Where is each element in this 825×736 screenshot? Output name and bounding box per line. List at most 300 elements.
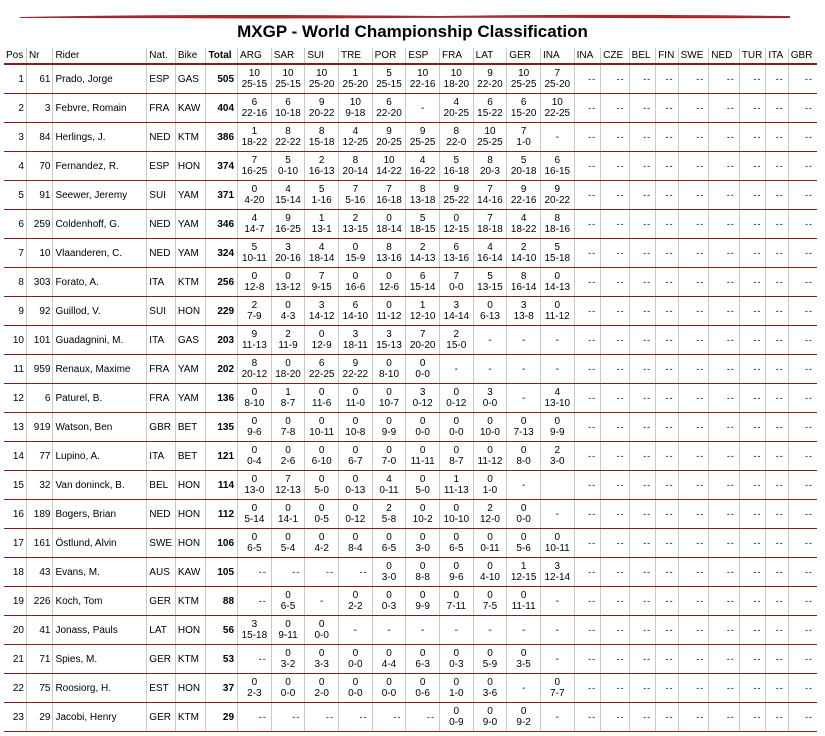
round-result-cell: -- [656, 703, 678, 732]
round-points: 0 [352, 648, 359, 659]
round-result-cell [406, 471, 440, 500]
round-result-cell [372, 674, 406, 703]
round-result-cell: -- [678, 181, 709, 210]
round-points: 0 [453, 503, 460, 514]
round-points: 0 [487, 445, 493, 456]
round-points: 1 [285, 387, 291, 398]
round-points: 0 [386, 677, 392, 688]
round-points: 0 [487, 590, 493, 601]
round-result-cell [305, 152, 339, 181]
round-heat-results: 25-25 [510, 79, 537, 90]
round-result-cell: -- [629, 500, 656, 529]
round-heat-results: 25-25 [409, 137, 436, 148]
bike-cell: YAM [175, 181, 206, 210]
round-result-cell: -- [656, 181, 678, 210]
round-points: 0 [285, 445, 291, 456]
round-result-cell [271, 268, 305, 297]
total-cell: 114 [206, 471, 238, 500]
table-row [4, 181, 817, 210]
round-heat-results: 25-25 [477, 137, 503, 148]
round-result-cell: -- [709, 384, 740, 413]
round-result-cell [238, 297, 272, 326]
round-points: 7 [487, 184, 493, 195]
round-result-cell [271, 384, 305, 413]
round-result-cell: -- [601, 587, 630, 616]
round-result-cell [473, 703, 507, 732]
round-result-cell: -- [678, 471, 709, 500]
round-points: 10 [316, 68, 328, 79]
round-points: 0 [453, 677, 460, 688]
round-result-cell: -- [788, 210, 817, 239]
round-heat-results: 4-3 [280, 311, 296, 322]
round-points: 0 [318, 474, 325, 485]
round-heat-results: 10-10 [443, 514, 470, 525]
classification-table-wrapper [4, 48, 821, 732]
round-heat-results: 3-0 [381, 572, 397, 583]
bike-cell: GAS [175, 64, 206, 94]
round-result-cell: -- [788, 616, 817, 645]
round-result-cell [540, 297, 574, 326]
round-result-cell: -- [238, 703, 272, 732]
column-header-bel: BEL [629, 48, 656, 64]
round-points: 0 [419, 358, 426, 369]
round-result-cell [406, 355, 440, 384]
round-result-cell [339, 239, 373, 268]
round-result-cell: -- [678, 94, 709, 123]
round-result-cell [473, 587, 507, 616]
round-points: 0 [386, 445, 392, 456]
round-heat-results: 5-16 [345, 195, 366, 206]
round-result-cell: -- [601, 64, 630, 94]
round-result-cell: -- [709, 674, 740, 703]
round-result-cell [339, 297, 373, 326]
round-result-cell [439, 558, 473, 587]
round-points: 6 [453, 242, 460, 253]
round-result-cell: -- [766, 326, 788, 355]
position-cell: 15 [4, 471, 26, 500]
round-points: 0 [386, 213, 392, 224]
bike-cell: KTM [175, 587, 206, 616]
round-heat-results: 13-8 [513, 311, 534, 322]
round-points: 7 [251, 155, 258, 166]
round-result-cell: -- [656, 210, 678, 239]
round-result-cell: -- [739, 123, 766, 152]
round-heat-results: 14-7 [244, 224, 265, 235]
round-points: 0 [285, 532, 291, 543]
round-heat-results: 25-20 [544, 79, 571, 90]
nation-cell: NED [147, 123, 176, 152]
round-points: 0 [352, 590, 359, 601]
rider-cell: Bogers, Brian [53, 500, 147, 529]
round-result-cell: -- [601, 674, 630, 703]
total-cell: 203 [206, 326, 238, 355]
number-cell: 43 [26, 558, 53, 587]
round-result-cell [271, 616, 305, 645]
total-cell: 505 [206, 64, 238, 94]
round-result-cell [238, 64, 272, 94]
round-points: 5 [285, 155, 291, 166]
round-result-cell [473, 123, 507, 152]
total-cell: 88 [206, 587, 238, 616]
round-points: 0 [487, 474, 493, 485]
round-result-cell: -- [574, 297, 601, 326]
round-result-cell: -- [766, 413, 788, 442]
nation-cell: ESP [147, 64, 176, 94]
round-result-cell: -- [629, 529, 656, 558]
round-heat-results: 0-4 [247, 456, 262, 467]
round-result-cell: -- [601, 413, 630, 442]
round-result-cell [473, 355, 507, 384]
total-cell: 371 [206, 181, 238, 210]
round-result-cell: -- [678, 587, 709, 616]
position-cell: 14 [4, 442, 26, 471]
round-result-cell [271, 123, 305, 152]
round-result-cell: -- [629, 355, 656, 384]
round-result-cell [305, 384, 339, 413]
round-result-cell [305, 355, 339, 384]
round-heat-results: 5-4 [280, 543, 296, 554]
round-points: 0 [352, 387, 359, 398]
round-result-cell: -- [766, 616, 788, 645]
round-points: 2 [520, 242, 527, 253]
round-heat-results: 9-6 [449, 572, 464, 583]
round-result-cell: -- [629, 152, 656, 181]
round-heat-results: 20-3 [479, 166, 500, 177]
round-points: 0 [285, 648, 291, 659]
round-points: 1 [520, 561, 527, 572]
round-result-cell: -- [656, 268, 678, 297]
round-result-cell [406, 529, 440, 558]
round-heat-results: 2-0 [314, 688, 329, 699]
round-points: 0 [285, 416, 291, 427]
round-heat-results: 0-0 [415, 369, 430, 380]
number-cell: 303 [26, 268, 53, 297]
round-heat-results: 7-8 [280, 427, 296, 438]
round-result-cell: -- [656, 413, 678, 442]
round-points: 4 [487, 242, 493, 253]
rider-cell: Paturel, B. [53, 384, 147, 413]
round-points: 0 [520, 416, 527, 427]
number-cell: 226 [26, 587, 53, 616]
round-heat-results: 6-5 [247, 543, 262, 554]
round-result-cell: -- [739, 239, 766, 268]
round-heat-results: 20-25 [376, 137, 402, 148]
round-result-cell: -- [709, 64, 740, 94]
table-row [4, 210, 817, 239]
round-result-cell: -- [739, 268, 766, 297]
round-points: 10 [518, 68, 530, 79]
table-row [4, 616, 817, 645]
round-heat-results: 16-18 [376, 195, 402, 206]
round-result-cell [339, 413, 373, 442]
round-result-cell [372, 152, 406, 181]
round-points: 7 [386, 184, 392, 195]
round-heat-results: 25-15 [241, 79, 268, 90]
round-heat-results: 15-14 [275, 195, 301, 206]
round-result-cell: -- [305, 558, 339, 587]
round-result-cell: -- [601, 471, 630, 500]
round-points: 0 [318, 329, 325, 340]
rider-cell: Vlaanderen, C. [53, 239, 147, 268]
round-result-cell: -- [601, 384, 630, 413]
round-result-cell [540, 529, 574, 558]
round-result-cell [507, 326, 541, 355]
round-points: 0 [386, 561, 392, 572]
round-result-cell: -- [601, 268, 630, 297]
round-points: 4 [554, 387, 561, 398]
round-result-cell [507, 64, 541, 94]
round-result-cell: -- [709, 703, 740, 732]
rider-cell: Lupino, A. [53, 442, 147, 471]
rider-cell: Jonass, Pauls [53, 616, 147, 645]
round-heat-results: 3-3 [314, 659, 329, 670]
round-result-cell: -- [678, 558, 709, 587]
round-result-cell: -- [709, 268, 740, 297]
round-points: 2 [419, 242, 426, 253]
round-result-cell [238, 268, 272, 297]
bike-cell: YAM [175, 355, 206, 384]
round-points: 2 [285, 329, 291, 340]
round-result-cell [507, 297, 541, 326]
rider-cell: Febvre, Romain [53, 94, 147, 123]
round-result-cell [305, 645, 339, 674]
round-points: 9 [251, 329, 258, 340]
round-result-cell [238, 152, 272, 181]
round-points: 7 [487, 213, 493, 224]
round-heat-results: 22-25 [544, 108, 571, 119]
table-row [4, 94, 817, 123]
round-result-cell [372, 239, 406, 268]
round-heat-results: 22-22 [275, 137, 301, 148]
round-heat-results: 10-0 [479, 427, 500, 438]
round-points: 9 [487, 68, 493, 79]
bike-cell: HON [175, 616, 206, 645]
round-result-cell: -- [739, 616, 766, 645]
round-result-cell [473, 529, 507, 558]
round-result-cell: -- [574, 123, 601, 152]
column-header-tur: TUR [739, 48, 766, 64]
round-result-cell: -- [709, 558, 740, 587]
round-result-cell [339, 384, 373, 413]
round-result-cell: -- [766, 529, 788, 558]
round-result-cell: -- [574, 616, 601, 645]
round-result-cell: -- [788, 297, 817, 326]
rider-cell: Herlings, J. [53, 123, 147, 152]
round-heat-results: 6-7 [348, 456, 363, 467]
round-heat-results: 15-0 [446, 340, 467, 351]
nation-cell: GER [147, 703, 176, 732]
round-result-cell: -- [739, 181, 766, 210]
round-heat-results: 16-15 [544, 166, 571, 177]
round-result-cell [540, 616, 574, 645]
round-result-cell: -- [629, 326, 656, 355]
round-result-cell [339, 500, 373, 529]
round-result-cell: -- [601, 210, 630, 239]
round-result-cell [439, 355, 473, 384]
round-points: 0 [352, 503, 359, 514]
round-result-cell: -- [271, 558, 305, 587]
round-heat-results: 9-6 [247, 427, 262, 438]
nation-cell: GER [147, 645, 176, 674]
round-result-cell [540, 181, 574, 210]
round-result-cell [406, 181, 440, 210]
column-header-ina: INA [574, 48, 601, 64]
round-result-cell [439, 442, 473, 471]
round-result-cell [406, 326, 440, 355]
round-points: 0 [318, 416, 325, 427]
round-result-cell: -- [574, 558, 601, 587]
round-result-cell: -- [739, 355, 766, 384]
round-result-cell: -- [678, 239, 709, 268]
round-result-cell [473, 500, 507, 529]
round-heat-results: - [555, 131, 559, 143]
round-result-cell: -- [766, 703, 788, 732]
total-cell: 53 [206, 645, 238, 674]
round-points: 0 [487, 561, 493, 572]
round-result-cell: -- [656, 587, 678, 616]
round-result-cell [271, 152, 305, 181]
round-points: 8 [453, 126, 460, 137]
nation-cell: ITA [147, 268, 176, 297]
round-result-cell [238, 674, 272, 703]
number-cell: 92 [26, 297, 53, 326]
round-heat-results: 11-13 [443, 485, 469, 496]
round-result-cell: -- [574, 413, 601, 442]
bike-cell: GAS [175, 326, 206, 355]
round-result-cell [238, 355, 272, 384]
table-row [4, 471, 817, 500]
round-points: 0 [285, 271, 291, 282]
column-header-ned: NED [709, 48, 740, 64]
round-points: 7 [520, 126, 527, 137]
round-result-cell: -- [574, 94, 601, 123]
round-heat-results: 20-22 [308, 108, 335, 119]
round-points: 0 [386, 387, 392, 398]
round-result-cell [507, 413, 541, 442]
round-result-cell [507, 529, 541, 558]
round-result-cell: -- [574, 355, 601, 384]
round-heat-results: 7-5 [482, 601, 498, 612]
round-result-cell [305, 500, 339, 529]
round-result-cell [372, 558, 406, 587]
round-heat-results: 20-25 [443, 108, 470, 119]
round-points: 6 [352, 300, 359, 311]
round-points: 0 [285, 503, 291, 514]
round-points: 0 [487, 648, 493, 659]
round-points: 0 [419, 532, 426, 543]
nation-cell: GER [147, 587, 176, 616]
round-heat-results: 11-0 [345, 398, 365, 409]
round-heat-results: - [555, 334, 559, 346]
round-heat-results: 18-20 [443, 79, 470, 90]
round-points: 5 [419, 213, 426, 224]
round-result-cell [406, 384, 440, 413]
round-result-cell: -- [339, 558, 373, 587]
round-heat-results: 1-0 [449, 688, 464, 699]
round-result-cell [238, 471, 272, 500]
column-header-swe: SWE [678, 48, 709, 64]
round-heat-results: - [521, 392, 526, 404]
round-points: 0 [487, 300, 493, 311]
number-cell: 101 [26, 326, 53, 355]
round-heat-results: 14-14 [443, 311, 470, 322]
rider-cell: Guillod, V. [53, 297, 147, 326]
round-points: 4 [419, 155, 426, 166]
round-result-cell [305, 94, 339, 123]
round-heat-results: 15-18 [308, 137, 335, 148]
round-heat-results: 0-12 [345, 514, 366, 525]
round-result-cell [305, 674, 339, 703]
round-points: 0 [318, 648, 325, 659]
total-cell: 256 [206, 268, 238, 297]
round-heat-results: 16-14 [477, 253, 503, 264]
round-result-cell [540, 210, 574, 239]
position-cell: 22 [4, 674, 26, 703]
round-points: 0 [453, 590, 460, 601]
round-heat-results: 18-22 [241, 137, 268, 148]
round-result-cell: -- [656, 152, 678, 181]
round-result-cell: -- [678, 413, 709, 442]
round-heat-results: 12-10 [409, 311, 436, 322]
column-header-fin: FIN [656, 48, 678, 64]
round-heat-results: 10-7 [378, 398, 399, 409]
round-heat-results: 11-12 [544, 311, 570, 322]
round-result-cell: -- [574, 181, 601, 210]
round-heat-results: 9-15 [311, 282, 332, 293]
round-result-cell: -- [601, 442, 630, 471]
round-points: 2 [318, 155, 325, 166]
round-result-cell [372, 616, 406, 645]
round-points: 4 [352, 126, 359, 137]
round-heat-results: 0-0 [516, 514, 531, 525]
round-result-cell: -- [656, 500, 678, 529]
round-result-cell: -- [678, 297, 709, 326]
position-cell: 18 [4, 558, 26, 587]
round-result-cell [406, 94, 440, 123]
round-points: 0 [251, 184, 258, 195]
round-heat-results: 22-16 [510, 195, 537, 206]
round-result-cell [339, 181, 373, 210]
round-heat-results: 14-16 [477, 195, 503, 206]
round-result-cell [339, 442, 373, 471]
round-result-cell: -- [601, 645, 630, 674]
round-result-cell [271, 326, 305, 355]
round-heat-results: 0-0 [482, 398, 498, 409]
round-heat-results: 8-4 [348, 543, 363, 554]
table-row [4, 529, 817, 558]
round-result-cell [439, 268, 473, 297]
rider-cell: Prado, Jorge [53, 64, 147, 94]
round-result-cell: -- [739, 500, 766, 529]
round-result-cell: -- [766, 94, 788, 123]
round-points: 7 [554, 68, 561, 79]
round-points: 5 [487, 271, 493, 282]
round-result-cell [372, 529, 406, 558]
round-heat-results: - [521, 624, 526, 636]
round-heat-results: 14-13 [544, 282, 571, 293]
round-result-cell [439, 471, 473, 500]
round-points: 0 [285, 358, 291, 369]
round-result-cell: -- [574, 529, 601, 558]
round-heat-results: 13-1 [311, 224, 332, 235]
position-cell: 1 [4, 64, 26, 94]
round-heat-results: 0-3 [381, 601, 397, 612]
round-heat-results: - [555, 624, 559, 636]
nation-cell: EST [147, 674, 176, 703]
round-heat-results: 3-2 [280, 659, 296, 670]
round-heat-results: 4-4 [381, 659, 397, 670]
round-points: 0 [318, 532, 325, 543]
